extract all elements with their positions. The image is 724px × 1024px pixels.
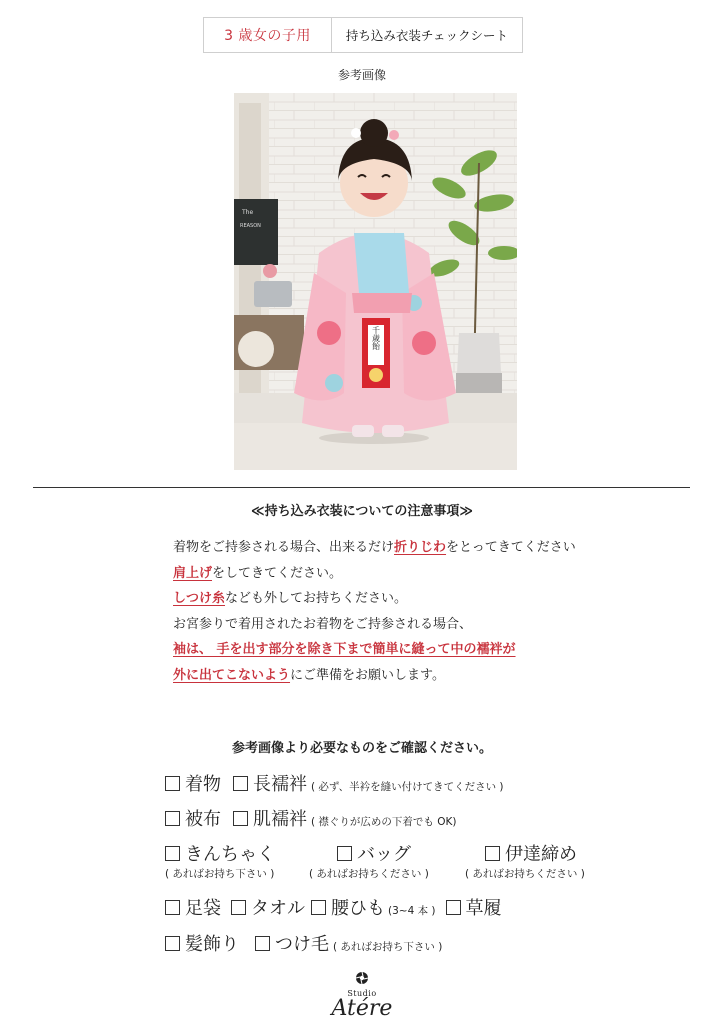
kinchaku-checkbox[interactable] xyxy=(165,846,180,861)
studio-logo xyxy=(0,970,724,1021)
notice-highlight: 折りじわ xyxy=(394,540,447,555)
datejime-label: 伊達締め xyxy=(505,844,577,865)
reference-image-label: 参考画像 xyxy=(337,68,386,82)
age-label: 3 歳女の子用 xyxy=(204,18,332,52)
notice-line: 外に出てこないようにご準備をお願いします。 xyxy=(173,667,445,683)
bag-note: ( あればお持ちください ) xyxy=(309,868,429,880)
notice-line xyxy=(173,637,673,663)
notice-highlight: しつけ糸 xyxy=(173,591,226,606)
datejime-note: ( あればお持ちください ) xyxy=(465,868,585,880)
nagajuban-checkbox[interactable] xyxy=(233,776,248,791)
notice-body xyxy=(173,535,673,688)
hadajuban-label: 肌襦袢 xyxy=(253,809,307,830)
notice-line: お宮参りで着用されたお着物をご持参される場合、 xyxy=(173,616,473,632)
notice-highlight: 袖は、 手を出す部分を除き下まで簡単に縫って中の襦袢が xyxy=(173,642,516,657)
sheet-title: 持ち込み衣装チェックシート xyxy=(345,28,509,43)
checklist-row xyxy=(165,930,442,956)
hadajuban-note: ( 襟ぐりが広めの下着でも OK) xyxy=(311,816,457,828)
koshihimo-label: 腰ひも xyxy=(331,898,385,919)
logo-name-text: Atére xyxy=(331,996,393,1021)
checklist-row xyxy=(165,840,577,866)
kimono-label: 着物 xyxy=(185,774,221,795)
towel-label: タオル xyxy=(251,898,305,919)
checklist-row xyxy=(165,770,504,796)
tsukege-label: つけ毛 xyxy=(275,934,329,955)
kimono-checkbox[interactable] xyxy=(165,776,180,791)
nagajuban-label: 長襦袢 xyxy=(253,774,307,795)
sign-text: The xyxy=(242,209,254,216)
divider xyxy=(33,487,690,488)
banner-text: 千歳飴 xyxy=(371,326,381,350)
datejime-checkbox[interactable] xyxy=(485,846,500,861)
checklist-row xyxy=(165,805,457,831)
kamikazari-checkbox[interactable] xyxy=(165,936,180,951)
bag-checkbox[interactable] xyxy=(337,846,352,861)
hadajuban-checkbox[interactable] xyxy=(233,811,248,826)
sheet-header xyxy=(203,17,523,53)
hifu-label: 被布 xyxy=(185,809,221,830)
kamikazari-label: 髪飾り xyxy=(185,934,239,955)
kinchaku-note: ( あればお持ち下さい ) xyxy=(165,868,275,880)
tabi-label: 足袋 xyxy=(185,898,221,919)
tsukege-checkbox[interactable] xyxy=(255,936,270,951)
reference-photo-illustration xyxy=(234,93,517,470)
tsukege-note: ( あればお持ち下さい ) xyxy=(333,941,443,953)
notice-highlight: 肩上げ xyxy=(173,565,213,581)
notice-line: 着物をご持参される場合、出来るだけ折りじわをとってきてください xyxy=(173,540,576,555)
notice-line: 肩上げをしてきてください。 xyxy=(173,565,343,581)
towel-checkbox[interactable] xyxy=(231,900,246,915)
notice-highlight: 外に出てこないよう xyxy=(173,667,291,683)
hifu-checkbox[interactable] xyxy=(165,811,180,826)
nagajuban-note: ( 必ず、半衿を縫い付けてきてください ) xyxy=(311,781,504,793)
notice-line: しつけ糸なども外してお持ちください。 xyxy=(173,591,408,606)
notice-title: ≪持ち込み衣装についての注意事項≫ xyxy=(251,504,473,519)
tabi-checkbox[interactable] xyxy=(165,900,180,915)
aperture-icon xyxy=(355,971,369,985)
logo-studio-text: Studio xyxy=(347,989,377,998)
zori-label: 草履 xyxy=(465,898,502,919)
svg-text:REASON: REASON xyxy=(240,223,261,229)
koshihimo-checkbox[interactable] xyxy=(311,900,326,915)
checklist-row xyxy=(165,894,502,920)
checklist-title: 参考画像より必要なものをご確認ください。 xyxy=(231,741,492,756)
bag-label: バッグ xyxy=(357,844,411,865)
zori-checkbox[interactable] xyxy=(446,900,461,915)
reference-photo xyxy=(234,93,517,470)
koshihimo-note: (3~4 本 ) xyxy=(388,905,436,917)
kinchaku-label: きんちゃく xyxy=(185,844,275,865)
